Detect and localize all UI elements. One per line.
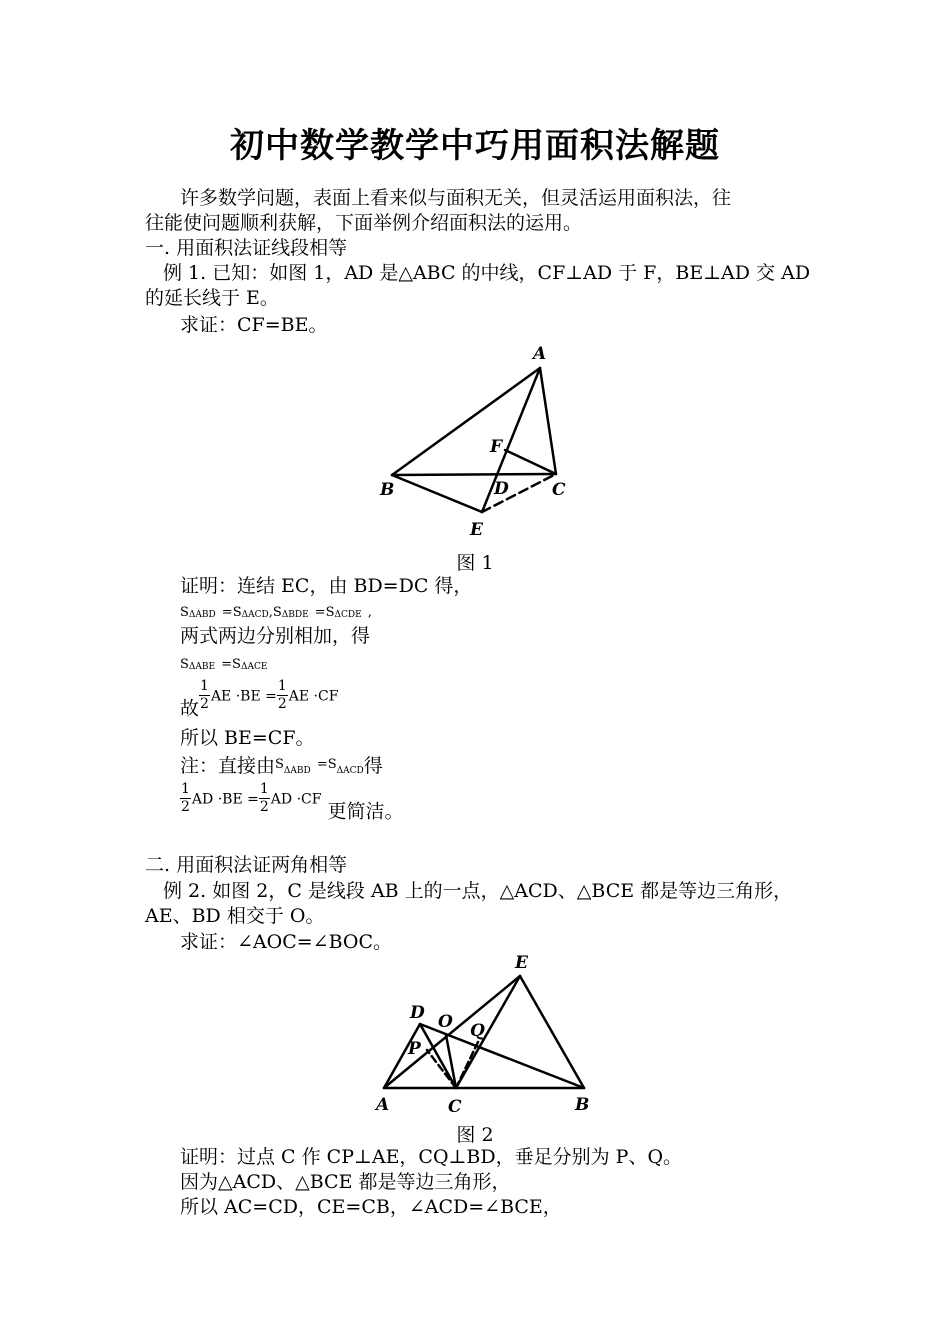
fig1-segment-cf (505, 450, 556, 474)
figure-1-caption: 图 1 (456, 552, 494, 574)
section2-heading: 二. 用面积法证两角相等 (145, 854, 348, 876)
fig1-label-f: F (490, 437, 503, 457)
fig2-label-o: O (438, 1012, 453, 1032)
fig2-label-a: A (376, 1095, 390, 1115)
fig1-segment-ac (540, 368, 556, 474)
example1-prove: 求证：CF=BE。 (180, 314, 328, 336)
figure-2-diagram (370, 950, 600, 1118)
example1-line-2: 的延长线于 E。 (145, 287, 279, 309)
proof1-equation-1: SΔABD =SΔACD,SΔBDE =SΔCDE , (180, 605, 372, 620)
proof1-equation-2: SΔABE =SΔACE (180, 657, 268, 672)
page-title: 初中数学教学中巧用面积法解题 (230, 126, 720, 166)
fig2-label-q: Q (470, 1021, 485, 1041)
proof1-note: 注：直接由$^S$ΔABD $^{=S}$ΔACD得 (180, 755, 383, 777)
fig1-label-d: D (494, 479, 509, 499)
fig2-segment-ce (456, 976, 520, 1088)
proof1-line-6: 所以 BE=CF。 (180, 727, 315, 749)
proof1-equation-3: 故 $\frac{1}{2}$ AE ·BE = $\frac{1}{2}$ AE ·CF (180, 678, 339, 720)
intro-line-2: 往能使问题顺利获解，下面举例介绍面积法的运用。 (145, 212, 583, 234)
fig2-label-b: B (575, 1095, 590, 1115)
fig2-segment-eb (520, 976, 584, 1088)
figure-1-diagram (370, 340, 590, 545)
fig2-label-e: E (515, 953, 528, 973)
fig2-label-p: P (408, 1039, 421, 1059)
example2-line-2: AE、BD 相交于 O。 (145, 905, 325, 927)
figure-2-caption: 图 2 (456, 1124, 494, 1146)
example2-line-1: 例 2. 如图 2，C 是线段 AB 上的一点，△ACD、△BCE 都是等边三角形， (163, 880, 793, 902)
fig1-segment-be (392, 475, 482, 512)
proof2-line-1: 证明：过点 C 作 CP⊥AE，CQ⊥BD，垂足分别为 P、Q。 (180, 1146, 683, 1168)
section1-heading: 一. 用面积法证线段相等 (145, 237, 348, 259)
proof2-line-3: 所以 AC=CD，CE=CB，∠ACD=∠BCE， (180, 1196, 562, 1218)
example2-prove: 求证：∠AOC=∠BOC。 (180, 931, 393, 953)
proof1-line-3: 两式两边分别相加，得 (180, 625, 371, 647)
example1-line-1: 例 1. 已知：如图 1，AD 是△ABC 的中线，CF⊥AD 于 F，BE⊥AD 交 AD (163, 262, 811, 284)
fig2-segment-bd (420, 1024, 584, 1088)
proof2-line-2: 因为△ACD、△BCE 都是等边三角形， (180, 1171, 511, 1193)
intro-line-1: 许多数学问题，表面上看来似与面积无关，但灵活运用面积法，往 (180, 187, 732, 209)
proof1-line-1: 证明：连结 EC，由 BD=DC 得， (180, 575, 473, 597)
fig1-label-e: E (470, 520, 483, 540)
fig1-label-c: C (552, 480, 566, 500)
fig2-label-d: D (410, 1003, 425, 1023)
fig1-label-a: A (533, 344, 547, 364)
fig2-label-c: C (448, 1097, 462, 1117)
fig2-segment-cq (456, 1042, 478, 1088)
fig1-label-b: B (380, 480, 395, 500)
fig1-segment-bc (392, 474, 556, 475)
proof1-equation-4: $\frac{1}{2}$ AD ·BE = $\frac{1}{2}$ AD ·CF 更简洁。 (181, 781, 404, 823)
